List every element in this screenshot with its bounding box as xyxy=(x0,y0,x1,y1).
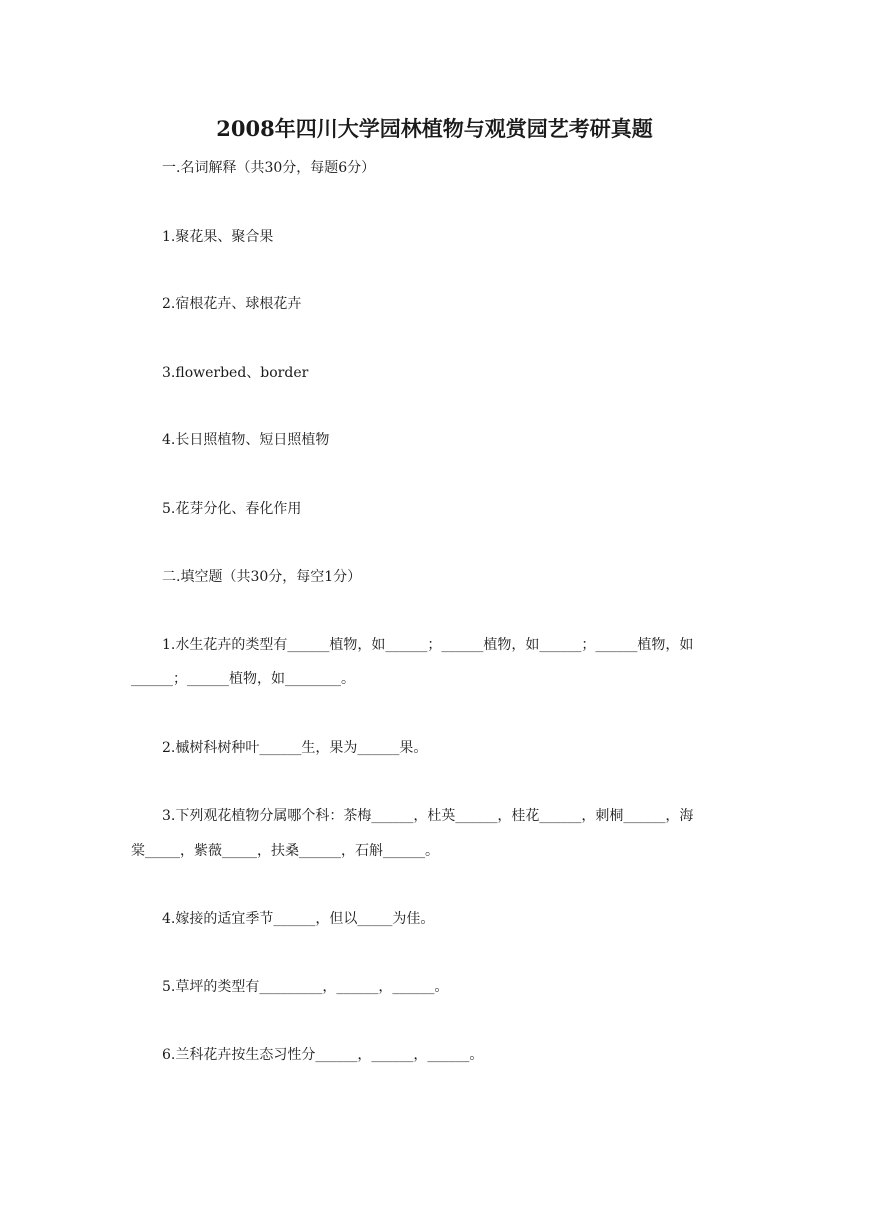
section2-q5: 5.草坪的类型有_________，______，______。 xyxy=(162,979,449,995)
section2-q3-line2: 棠_____，紫薇_____，扶桑______，石斛______。 xyxy=(131,843,439,859)
section1-item-1: 1.聚花果、聚合果 xyxy=(162,229,274,245)
section2-q6: 6.兰科花卉按生态习性分______，______，______。 xyxy=(162,1047,484,1063)
section2-q3-line1: 3.下列观花植物分属哪个科：茶梅______，杜英______，桂花______，刺桐______，海 xyxy=(162,808,694,824)
section2-heading: 二.填空题（共30分，每空1分） xyxy=(162,569,362,585)
section1-item-4: 4.长日照植物、短日照植物 xyxy=(162,432,330,448)
page-title: 2008年四川大学园林植物与观赏园艺考研真题 xyxy=(216,116,653,141)
section1-item-5: 5.花芽分化、春化作用 xyxy=(162,501,302,517)
section1-heading: 一.名词解释（共30分，每题6分） xyxy=(162,160,376,176)
section2-q2: 2.槭树科树种叶______生，果为______果。 xyxy=(162,740,428,756)
section2-q1-line2: ______；______植物，如________。 xyxy=(131,671,355,687)
section2-q1-line1: 1.水生花卉的类型有______植物，如______；______植物，如______；______植物，如 xyxy=(162,637,694,653)
section2-q4: 4.嫁接的适宜季节______，但以_____为佳。 xyxy=(162,911,435,927)
section1-item-2: 2.宿根花卉、球根花卉 xyxy=(162,296,302,312)
section1-item-3: 3.flowerbed、border xyxy=(162,365,309,381)
